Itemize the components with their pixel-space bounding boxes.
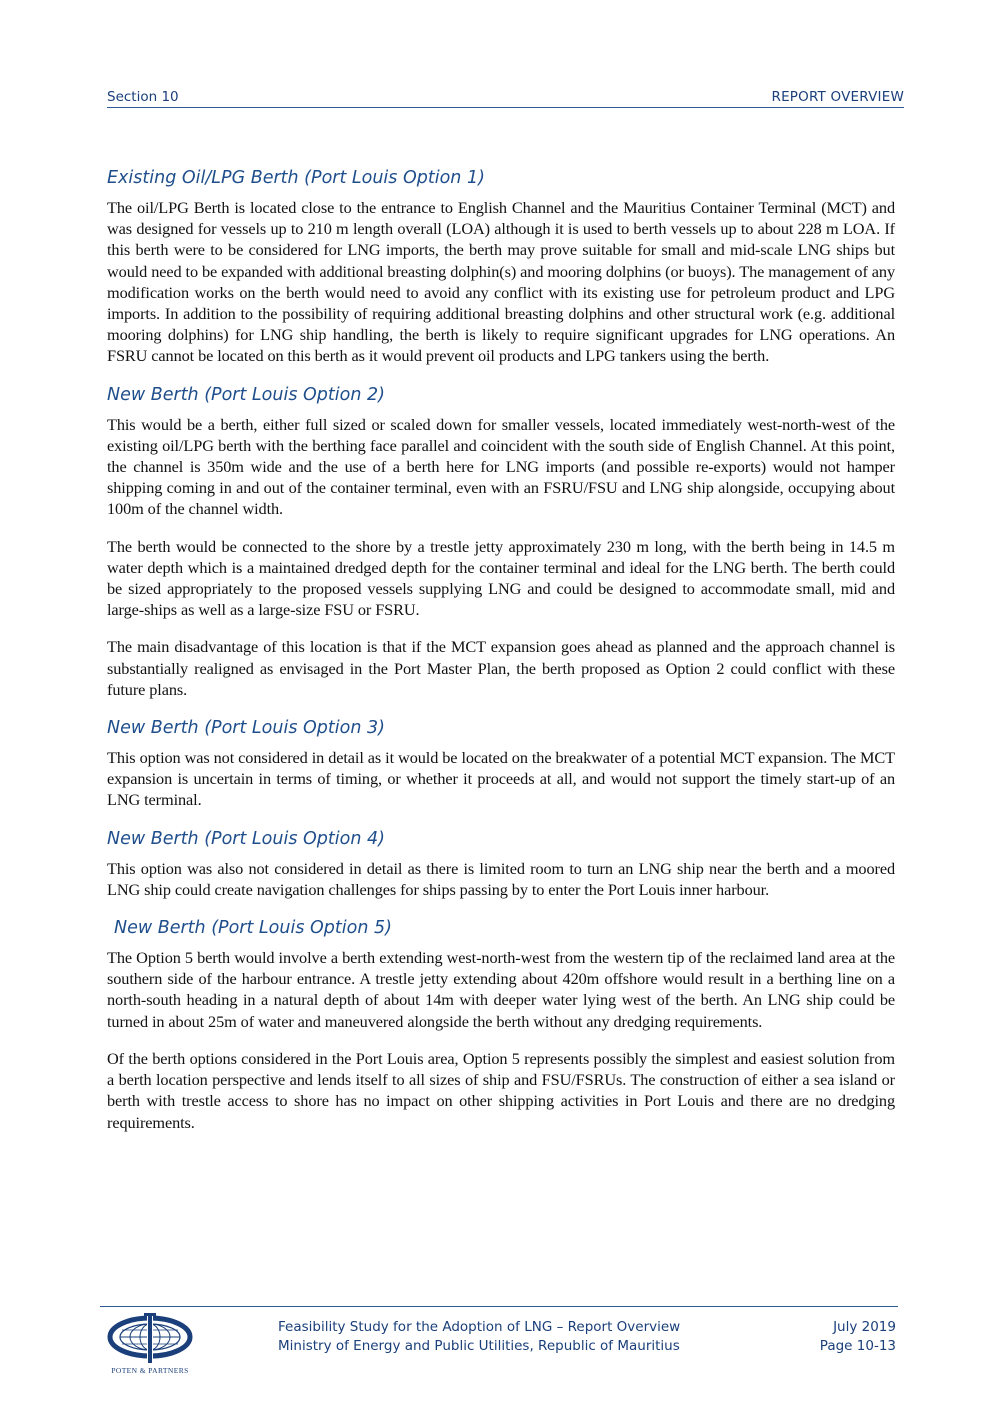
paragraph: This option was not considered in detail as it would be located on the breakwater of a potential MCT expansion. The MCT expansion is uncertain in terms of timing, or whether it proceeds at all, and would not support the timely start-up of an LNG terminal. (107, 748, 895, 810)
section-heading-option-3: New Berth (Port Louis Option 3) (107, 718, 385, 739)
paragraph: The oil/LPG Berth is located close to the entrance to English Channel and the Mauritius Container Terminal (MCT) and was designed for vessels up to 210 m length overall (LOA) although it is used to berth vessels up to about 228 m LOA. If this berth were to be considered for LNG imports, the berth may prove suitable for small and mid-scale LNG ships but would need to be expanded with additional breasting dolphin(s) and mooring dolphins (or buoys). The management of any modification works on the berth would need to avoid any conflict with its existing use for petroleum product and LPG imports. In addition to the possibility of requiring additional breasting dolphins and other structural work (e.g. additional mooring dolphins) for LNG ship handling, the berth is likely to require significant upgrades for LNG operations. An FSRU cannot be located on this berth as it would prevent oil products and LPG tankers using the berth. (107, 198, 895, 366)
section-heading-option-1: Existing Oil/LPG Berth (Port Louis Option 1) (107, 168, 485, 188)
page-header (107, 88, 904, 108)
section-label: Section 10 (107, 89, 179, 105)
footer-right (760, 1318, 896, 1356)
footer-center (278, 1318, 738, 1356)
ministry-name: Ministry of Energy and Public Utilities, Republic of Mauritius (278, 1338, 680, 1354)
study-title: Feasibility Study for the Adoption of LNG – Report Overview (278, 1319, 681, 1335)
section-heading-option-2: New Berth (Port Louis Option 2) (107, 384, 385, 405)
section-heading-option-4: New Berth (Port Louis Option 4) (107, 828, 385, 849)
paragraph: The Option 5 berth would involve a berth extending west-north-west from the western tip of the reclaimed land area at the southern side of the harbour entrance. A trestle jetty extending about 420m offshore would result in a berthing line on a north-south heading in a natural depth of about 14m with deeper water lying west of the berth. An LNG ship could be turned in about 25m of water and maneuvered alongside the berth without any dredging requirements. (107, 948, 895, 1031)
paragraph: Of the berth options considered in the Port Louis area, Option 5 represents possibly the simplest and easiest solution from a berth location perspective and lends itself to all sizes of ship and FSU/FSRUs. The construction of either a sea island or berth with trestle access to shore has no impact on other shipping activities in Port Louis and there are no dredging requirements. (107, 1048, 895, 1132)
report-body (107, 166, 895, 1143)
page-number: Page 10-13 (819, 1338, 896, 1354)
section-heading-option-5: New Berth (Port Louis Option 5) (114, 918, 392, 939)
globe-logo-icon (106, 1313, 194, 1365)
header-title: REPORT OVERVIEW (771, 89, 904, 105)
report-date: July 2019 (833, 1319, 896, 1335)
poten-partners-logo (106, 1313, 194, 1379)
footer-divider (100, 1306, 898, 1307)
paragraph: This would be a berth, either full sized or scaled down for smaller vessels, located immediately west-north-west of the existing oil/LPG berth with the berthing face parallel and coincident with the south side of English Channel. At this point, the channel is 350m wide and the use of a berth here for LNG imports (and possible re-exports) would not hamper shipping coming in and out of the container terminal, even with an FSRU/FSU and LNG ship alongside, occupying about 100m of the channel width. (107, 414, 895, 519)
paragraph: The main disadvantage of this location is that if the MCT expansion goes ahead as planned and the approach channel is substantially realigned as envisaged in the Port Master Plan, the berth proposed as Option 2 could conflict with these future plans. (107, 637, 895, 699)
paragraph: The berth would be connected to the shore by a trestle jetty approximately 230 m long, with the berth being in 14.5 m water depth which is a maintained dredged depth for the container terminal and ideal for the LNG berth. The berth could be sized appropriately to the proposed vessels supplying LNG and could be designed to accommodate small, mid and large-ships as well as a large-size FSU or FSRU. (107, 536, 895, 620)
paragraph: This option was also not considered in detail as there is limited room to turn an LNG ship near the berth and a moored LNG ship could create navigation challenges for ships passing by to enter the Port Louis inner harbour. (107, 858, 895, 899)
logo-wordmark: POTEN & PARTNERS (111, 1366, 189, 1375)
